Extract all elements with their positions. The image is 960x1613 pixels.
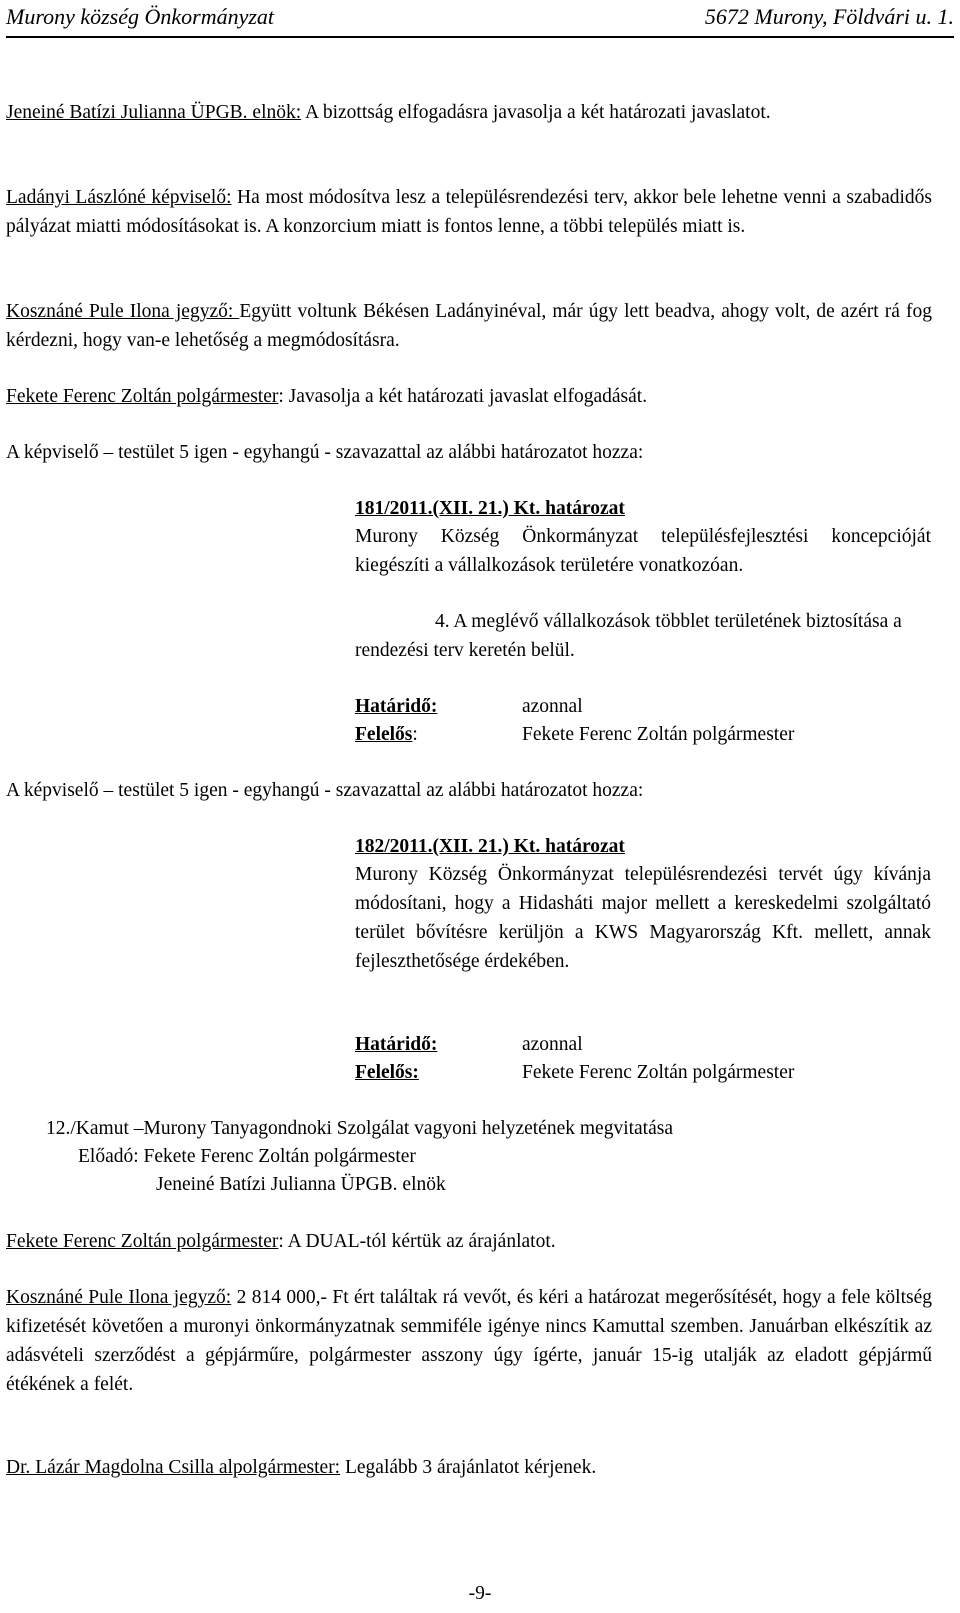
- paragraph-deputy-mayor: [6, 1453, 932, 1482]
- deadline-label-2: Határidő:: [355, 1034, 438, 1055]
- resolution-number-1: 181/2011.(XII. 21.) Kt. határozat: [355, 498, 625, 519]
- speech-text: Együtt voltunk Békésen Ladányinéval, már úgy lett beadva, ahogy volt, de azért rá fog kérdezni, hogy van-e lehetőség a megmódosításra.: [6, 301, 932, 351]
- speaker-name: Jeneiné Batízi Julianna ÜPGB. elnök:: [6, 102, 302, 123]
- header-address: 5672 Murony, Földvári u. 1.: [704, 4, 954, 29]
- resolution-number-2: 182/2011.(XII. 21.) Kt. határozat: [355, 836, 625, 857]
- speech-text: : Javasolja a két határozati javaslat elfogadását.: [278, 386, 648, 407]
- deadline-label-1: Határidő:: [355, 696, 438, 717]
- speech-text: 2 814 000,- Ft ért találtak rá vevőt, és kéri a határozat megerősítését, hogy a fele költség kifizetését követően a muronyi önkormányzatnak semmiféle igénye nincs Kamuttal szemben. Januárban elkészítik az adásvételi szerződést a gépjárműre, polgármester asszony úgy ígérte, január 15-ig utalják az eladott gépjármű étékének a felét.: [6, 1287, 933, 1395]
- responsible-value-2: Fekete Ferenc Zoltán polgármester: [522, 1062, 795, 1083]
- page-header: [6, 0, 954, 38]
- paragraph-ladanyi: [6, 183, 932, 241]
- agenda-item-12: 12./Kamut –Murony Tanyagondnoki Szolgálat vagyoni helyzetének megvitatása: [46, 1118, 673, 1139]
- responsible-label-1: Felelős:: [355, 724, 418, 745]
- paragraph-notary: [6, 297, 932, 355]
- speaker-name: Dr. Lázár Magdolna Csilla alpolgármester:: [6, 1457, 341, 1478]
- speaker-name: Kosznáné Pule Ilona jegyző:: [6, 301, 240, 322]
- header-municipality: Murony község Önkormányzat: [6, 4, 275, 29]
- paragraph-mayor: [6, 382, 932, 411]
- paragraph-mayor-dual: [6, 1227, 932, 1256]
- vote-statement-1: A képviselő – testület 5 igen - egyhangú - szavazattal az alábbi határozatot hozza:: [6, 442, 644, 463]
- speaker-name: Fekete Ferenc Zoltán polgármester: [6, 386, 279, 407]
- vote-statement-2: A képviselő – testület 5 igen - egyhangú - szavazattal az alábbi határozatot hozza:: [6, 780, 644, 801]
- speech-text: A bizottság elfogadásra javasolja a két határozati javaslatot.: [301, 102, 771, 123]
- responsible-value-1: Fekete Ferenc Zoltán polgármester: [522, 724, 795, 745]
- resolution-body-2: Murony Község Önkormányzat településrendezési tervét úgy kívánja módosítani, hogy a Hidasháti major mellett a kereskedelmi szolgáltató terület bővítésre kerüljön a KWS Magyarország Kft. mellett, annak fejleszthetősége érdekében.: [355, 864, 931, 972]
- speech-text: Legalább 3 árajánlatot kérjenek.: [340, 1457, 597, 1478]
- speaker-name: Ladányi Lászlóné képviselő:: [6, 187, 232, 208]
- speaker-name: Kosznáné Pule Ilona jegyző:: [6, 1287, 232, 1308]
- page-number: -9-: [468, 1583, 492, 1604]
- paragraph-committee-chair: [6, 98, 932, 127]
- deadline-value-2: azonnal: [522, 1034, 583, 1055]
- responsible-label-2: Felelős:: [355, 1062, 419, 1083]
- speech-text: : A DUAL-tól kértük az árajánlatot.: [278, 1231, 556, 1252]
- agenda-presenter-2: Jeneiné Batízi Julianna ÜPGB. elnök: [156, 1174, 446, 1195]
- speech-text: Ha most módosítva lesz a településrendezési terv, akkor bele lehetne venni a szabadidős pályázat miatti módosításokat is. A konzorcium miatt is fontos lenne, a többi település miatt is.: [6, 187, 932, 237]
- paragraph-notary-kamut: [6, 1283, 932, 1399]
- speaker-name: Fekete Ferenc Zoltán polgármester: [6, 1231, 279, 1252]
- agenda-presenter: Előadó: Fekete Ferenc Zoltán polgármester: [78, 1146, 416, 1167]
- resolution-item-1: 4. A meglévő vállalkozások többlet területének biztosítása a rendezési terv keretén belül.: [355, 611, 902, 661]
- resolution-body-1: Murony Község Önkormányzat településfejlesztési koncepcióját kiegészíti a vállalkozások területére vonatkozóan.: [355, 526, 931, 576]
- deadline-value-1: azonnal: [522, 696, 583, 717]
